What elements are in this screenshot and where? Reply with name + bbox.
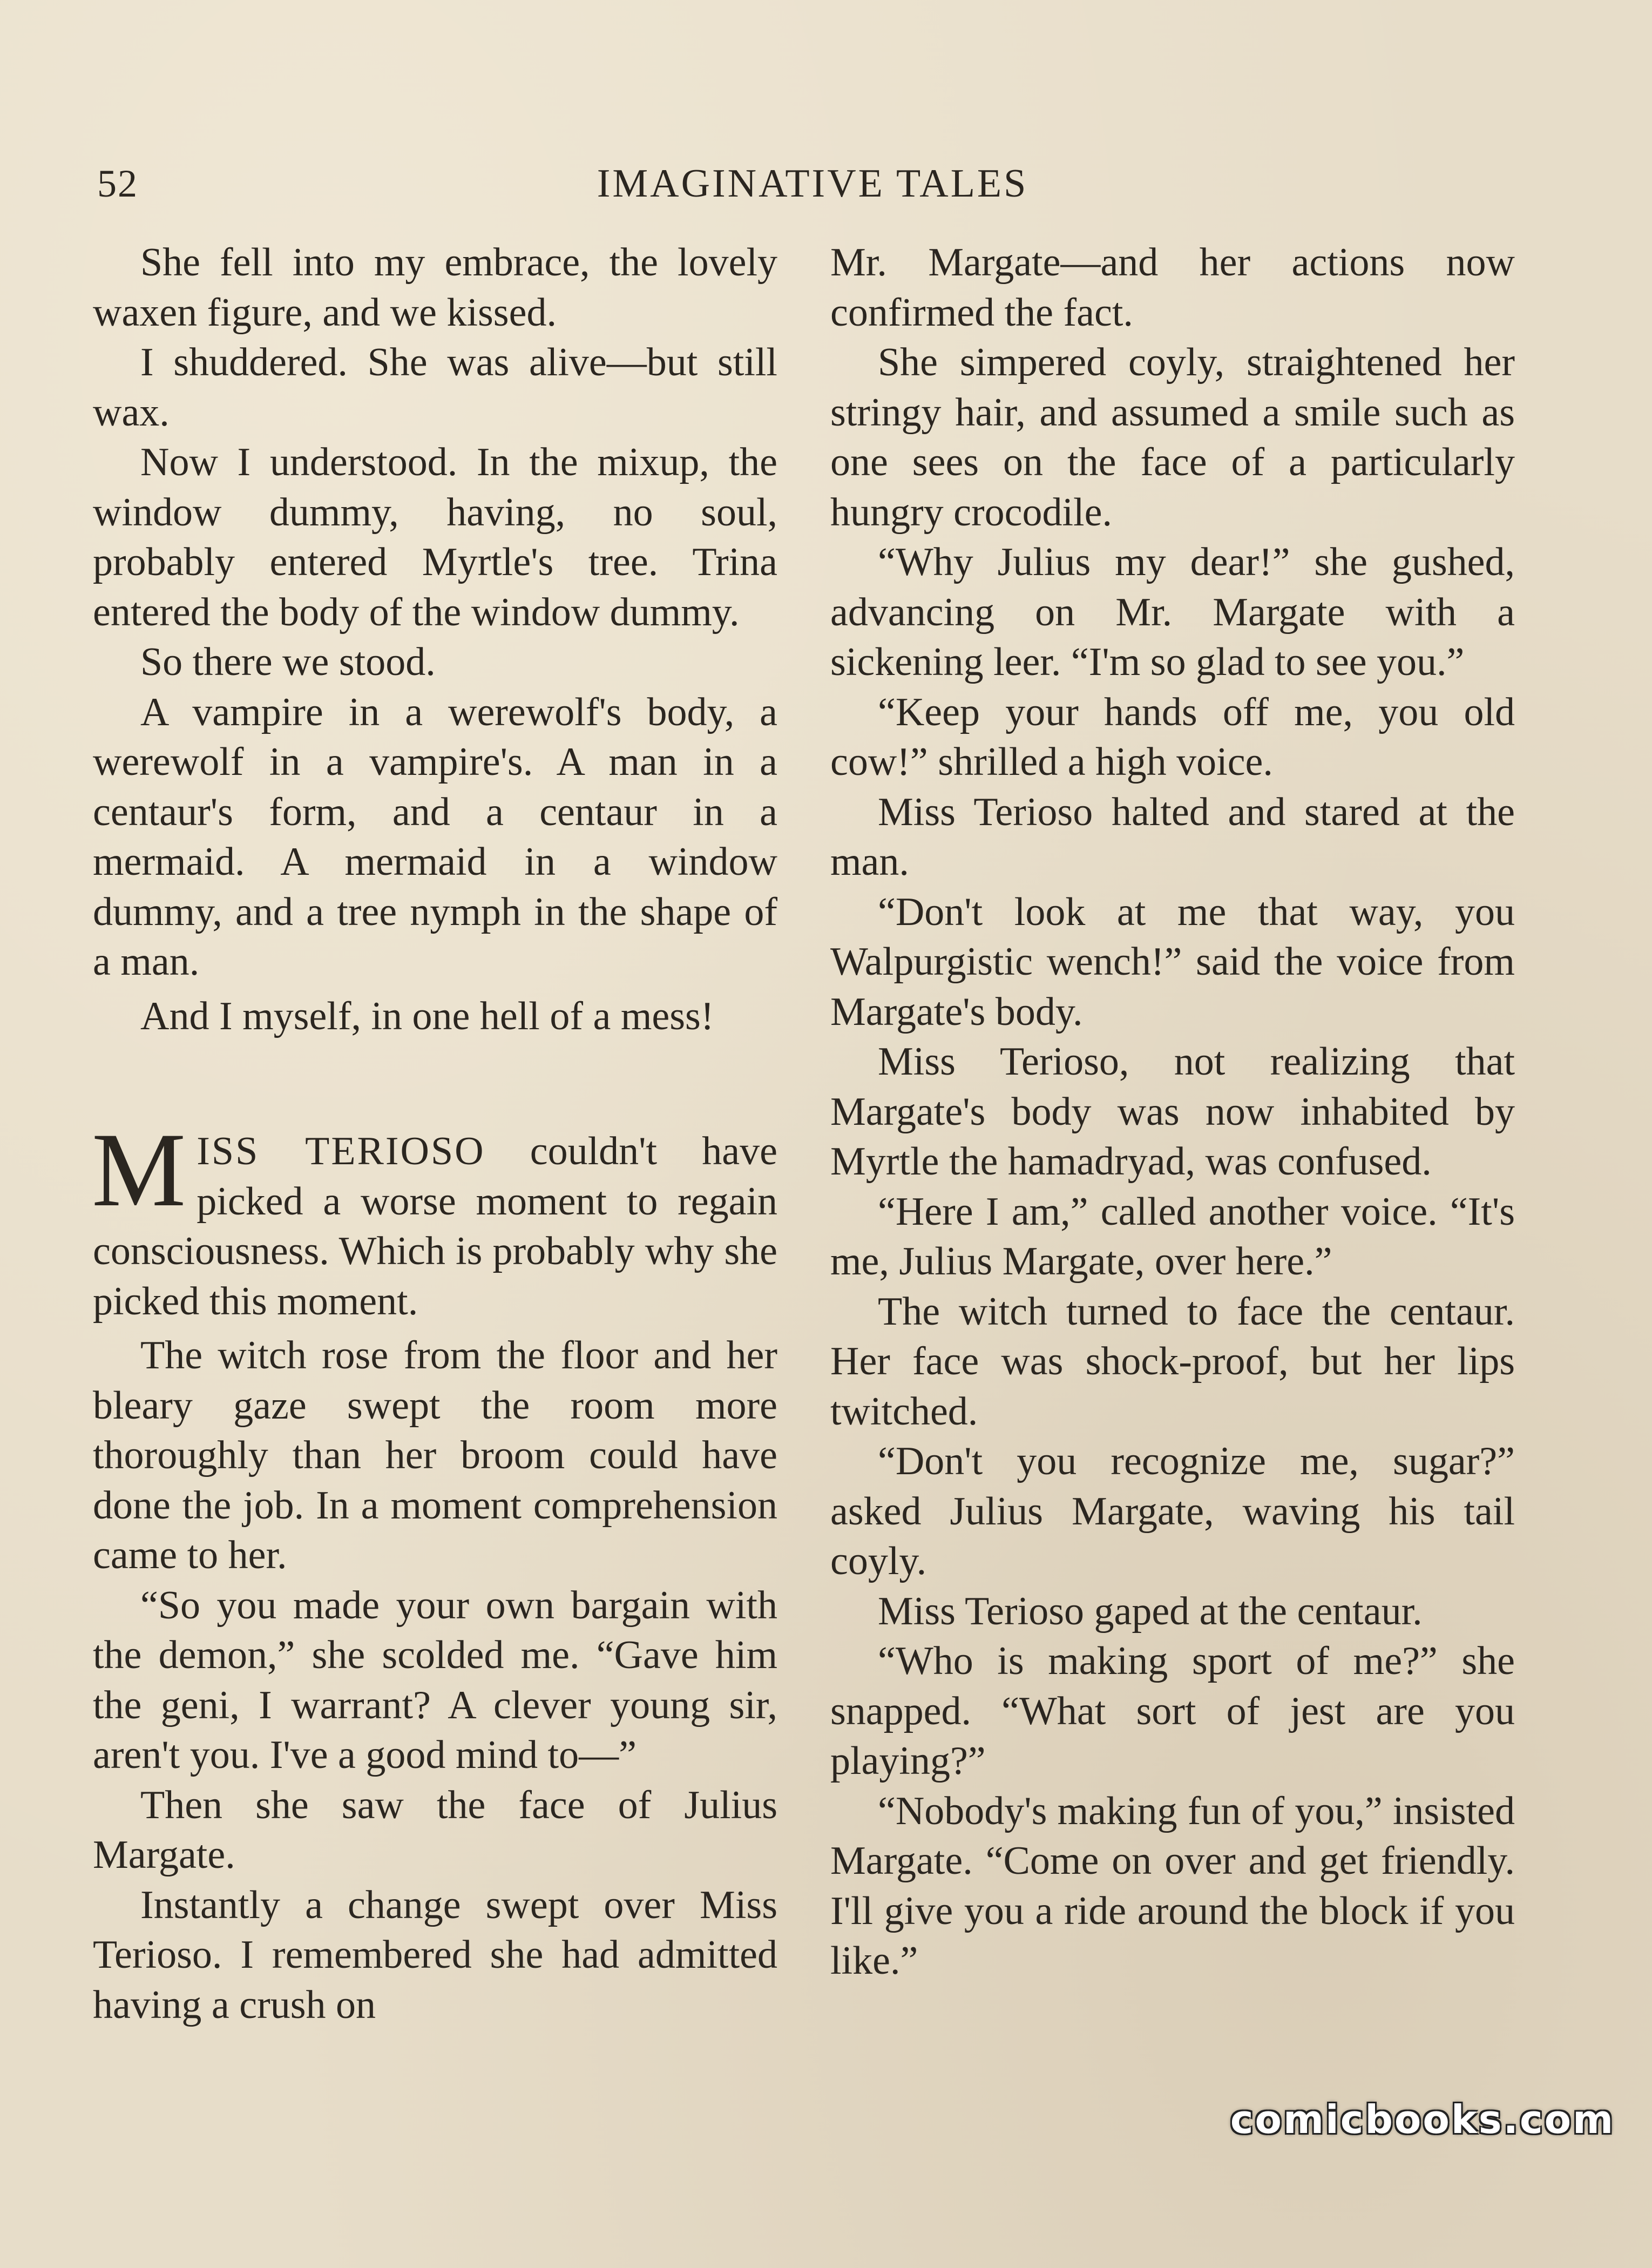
page-number: 52 [97,162,138,205]
site-watermark: comicbooks.com [1230,2097,1615,2142]
paragraph: The witch turned to face the centaur. Her face was shock-proof, but her lips twitched. [830,1289,1515,1434]
paragraph: “Don't you recognize me, sugar?” asked Julius Margate, waving his tail coyly. [830,1439,1515,1583]
continuation-paragraph: Mr. Margate—and her actions now confirmed the fact. [830,240,1515,335]
paragraph: “Why Julius my dear!” she gushed, advancing on Mr. Margate with a sickening leer. “I'm so glad to see you.” [830,540,1515,684]
page-header [97,154,1528,213]
paragraph: Then she saw the face of Julius Margate. [93,1783,777,1877]
paragraph: “So you made your own bargain with the demon,” she scolded me. “Gave him the geni, I warrant? A clever young sir, aren't you. I've a good mind to—” [93,1583,777,1777]
paragraph: Now I understood. In the mixup, the window dummy, having, no soul, probably entered Myrtle's tree. Trina entered the body of the window dummy. [93,440,777,634]
right-column [830,238,1515,1986]
section-opening-paragraph [92,1111,777,1326]
lead-in-smallcaps: ISS TERIOSO [197,1129,485,1173]
paragraph: “Keep your hands off me, you old cow!” shrilled a high voice. [830,690,1515,784]
paragraph: A vampire in a werewolf's body, a werewolf in a vampire's. A man in a centaur's form, and a centaur in a mermaid. A mermaid in a window dummy, and a tree nymph in the shape of a man. [93,690,777,984]
paragraph: So there we stood. [140,640,436,684]
paragraph: She fell into my embrace, the lovely waxen figure, and we kissed. [93,240,777,335]
paragraph: Miss Terioso, not realizing that Margate's body was now inhabited by Myrtle the hamadryad, was confused. [830,1040,1515,1184]
paragraph: Miss Terioso gaped at the centaur. [878,1589,1423,1634]
paragraph: “Here I am,” called another voice. “It's me, Julius Margate, over here.” [830,1189,1515,1284]
opening-text: couldn't have picked a worse moment to regain consciousness. Which is probably why she picked this moment. [93,1129,777,1324]
paragraph: Instantly a change swept over Miss Terioso. I remembered she had admitted having a crush on [93,1882,777,2027]
paragraph: Miss Terioso halted and stared at the man. [830,789,1515,884]
paragraph: And I myself, in one hell of a mess! [140,994,714,1038]
paragraph: I shuddered. She was alive—but still wax. [93,340,777,435]
paragraph: The witch rose from the floor and her bleary gaze swept the room more thoroughly than her broom could have done the job. In a moment comprehension came to her. [93,1333,777,1577]
left-column [93,238,777,2030]
drop-cap: M [92,1111,186,1228]
running-title: IMAGINATIVE TALES [597,161,1028,206]
paragraph: She simpered coyly, straightened her stringy hair, and assumed a smile such as one sees on the face of a particularly hungry crocodile. [830,340,1515,535]
paragraph: “Nobody's making fun of you,” insisted Margate. “Come on over and get friendly. I'll give you a ride around the block if you like.” [830,1788,1515,1983]
paragraph: “Who is making sport of me?” she snapped. “What sort of jest are you playing?” [830,1639,1515,1783]
paragraph: “Don't look at me that way, you Walpurgistic wench!” said the voice from Margate's body. [830,889,1515,1034]
